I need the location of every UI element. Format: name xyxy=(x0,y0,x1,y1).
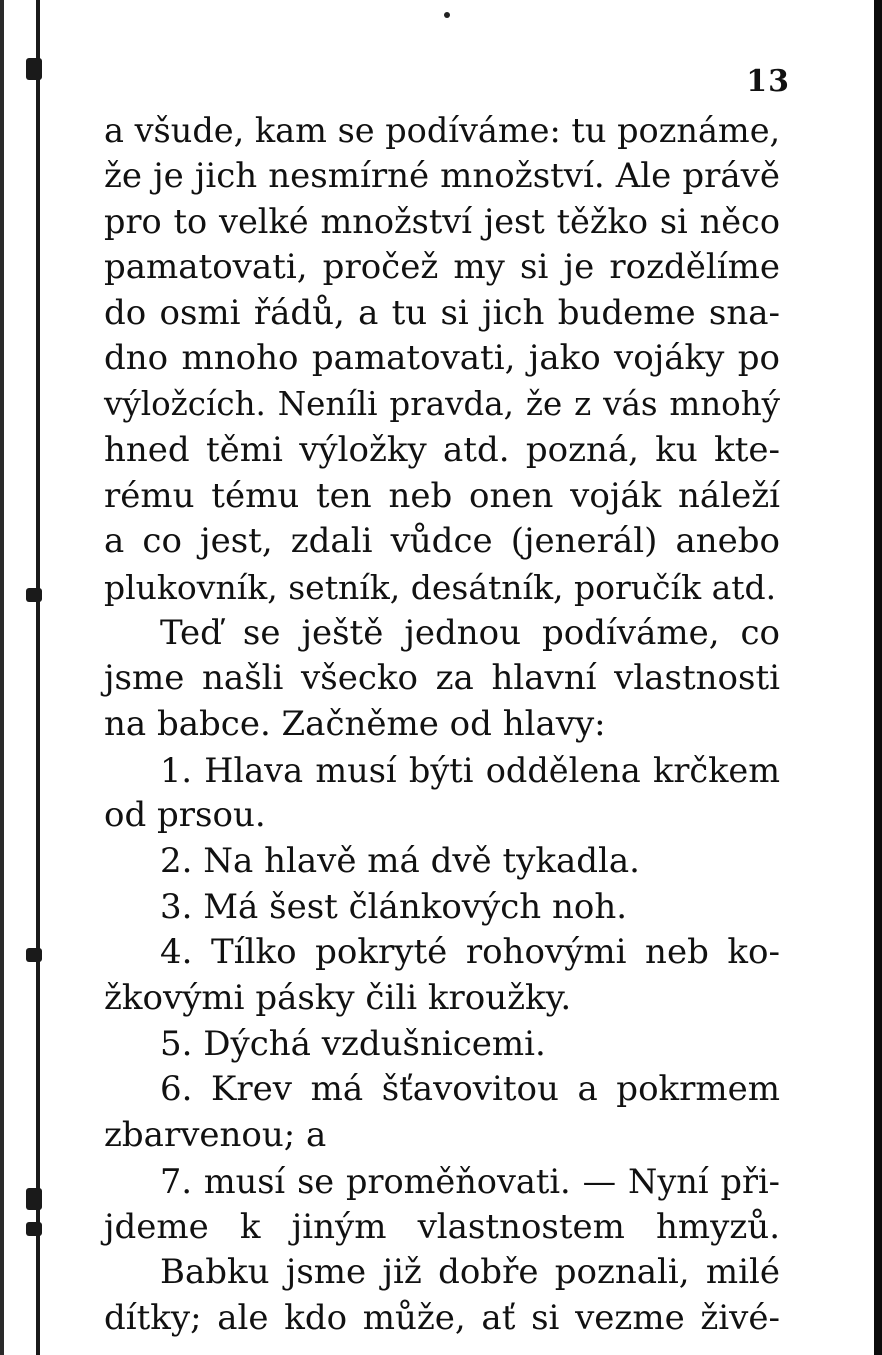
text-line: žkovými pásky čili kroužky. xyxy=(104,978,572,1019)
text-line: jsme našli všecko za hlavní vlastnosti xyxy=(104,658,780,699)
text-line: a co jest, zdali vůdce (jenerál) anebo xyxy=(104,521,780,562)
text-line: od prsou. xyxy=(104,795,266,836)
text-line: a všude, kam se podíváme: tu poznáme, xyxy=(104,111,781,150)
scan-mark xyxy=(26,588,42,602)
scan-edge-left xyxy=(36,0,40,1355)
scan-mark xyxy=(26,1222,42,1236)
text-line: dítky; ale kdo může, ať si vezme živé- xyxy=(104,1297,780,1338)
text-line: 6. Krev má šťavovitou a pokrmem xyxy=(160,1069,780,1110)
text-line: pro to velké množství jest těžko si něco xyxy=(104,202,780,242)
text-line: 4. Tílko pokryté rohovými neb ko- xyxy=(160,932,780,973)
scan-mark xyxy=(26,948,42,962)
text-line: Teď se ještě jednou podíváme, co xyxy=(160,612,780,653)
text-line: jdeme k jiným vlastnostem hmyzů. xyxy=(104,1206,780,1247)
body-text xyxy=(104,108,780,1342)
text-line: Babku jsme již dobře poznali, milé xyxy=(160,1252,780,1293)
text-line: na babce. Začněme od hlavy: xyxy=(104,703,606,744)
scan-dot xyxy=(444,12,450,18)
text-line: hned těmi výložky atd. pozná, ku kte- xyxy=(104,429,780,470)
text-line: plukovník, setník, desátník, poručík atd. xyxy=(104,567,777,607)
text-line: rému tému ten neb onen voják náleží xyxy=(104,475,780,516)
text-line: do osmi řádů, a tu si jich budeme sna- xyxy=(104,292,780,333)
text-line: 3. Má šest článkových noh. xyxy=(160,886,628,927)
text-line: 5. Dýchá vzdušnicemi. xyxy=(160,1023,546,1064)
text-line: 1. Hlava musí býti oddělena krčkem xyxy=(160,750,780,790)
scan-edge-right xyxy=(874,0,882,1355)
text-line: pamatovati, pročež my si je rozdělíme xyxy=(104,247,780,288)
scan-edge-left-outer xyxy=(0,0,4,1355)
text-line: zbarvenou; a xyxy=(104,1115,327,1156)
text-line: dno mnoho pamatovati, jako vojáky po xyxy=(104,338,780,379)
page-number: 13 xyxy=(746,64,790,99)
text-line: 7. musí se proměňovati. — Nyní při- xyxy=(160,1161,780,1201)
text-line: že je jich nesmírné množství. Ale právě xyxy=(104,155,780,196)
text-line: výložcích. Neníli pravda, že z vás mnohý xyxy=(104,385,780,424)
scan-mark xyxy=(26,58,42,80)
text-line: 2. Na hlavě má dvě tykadla. xyxy=(160,841,640,881)
scan-mark xyxy=(26,1188,42,1210)
